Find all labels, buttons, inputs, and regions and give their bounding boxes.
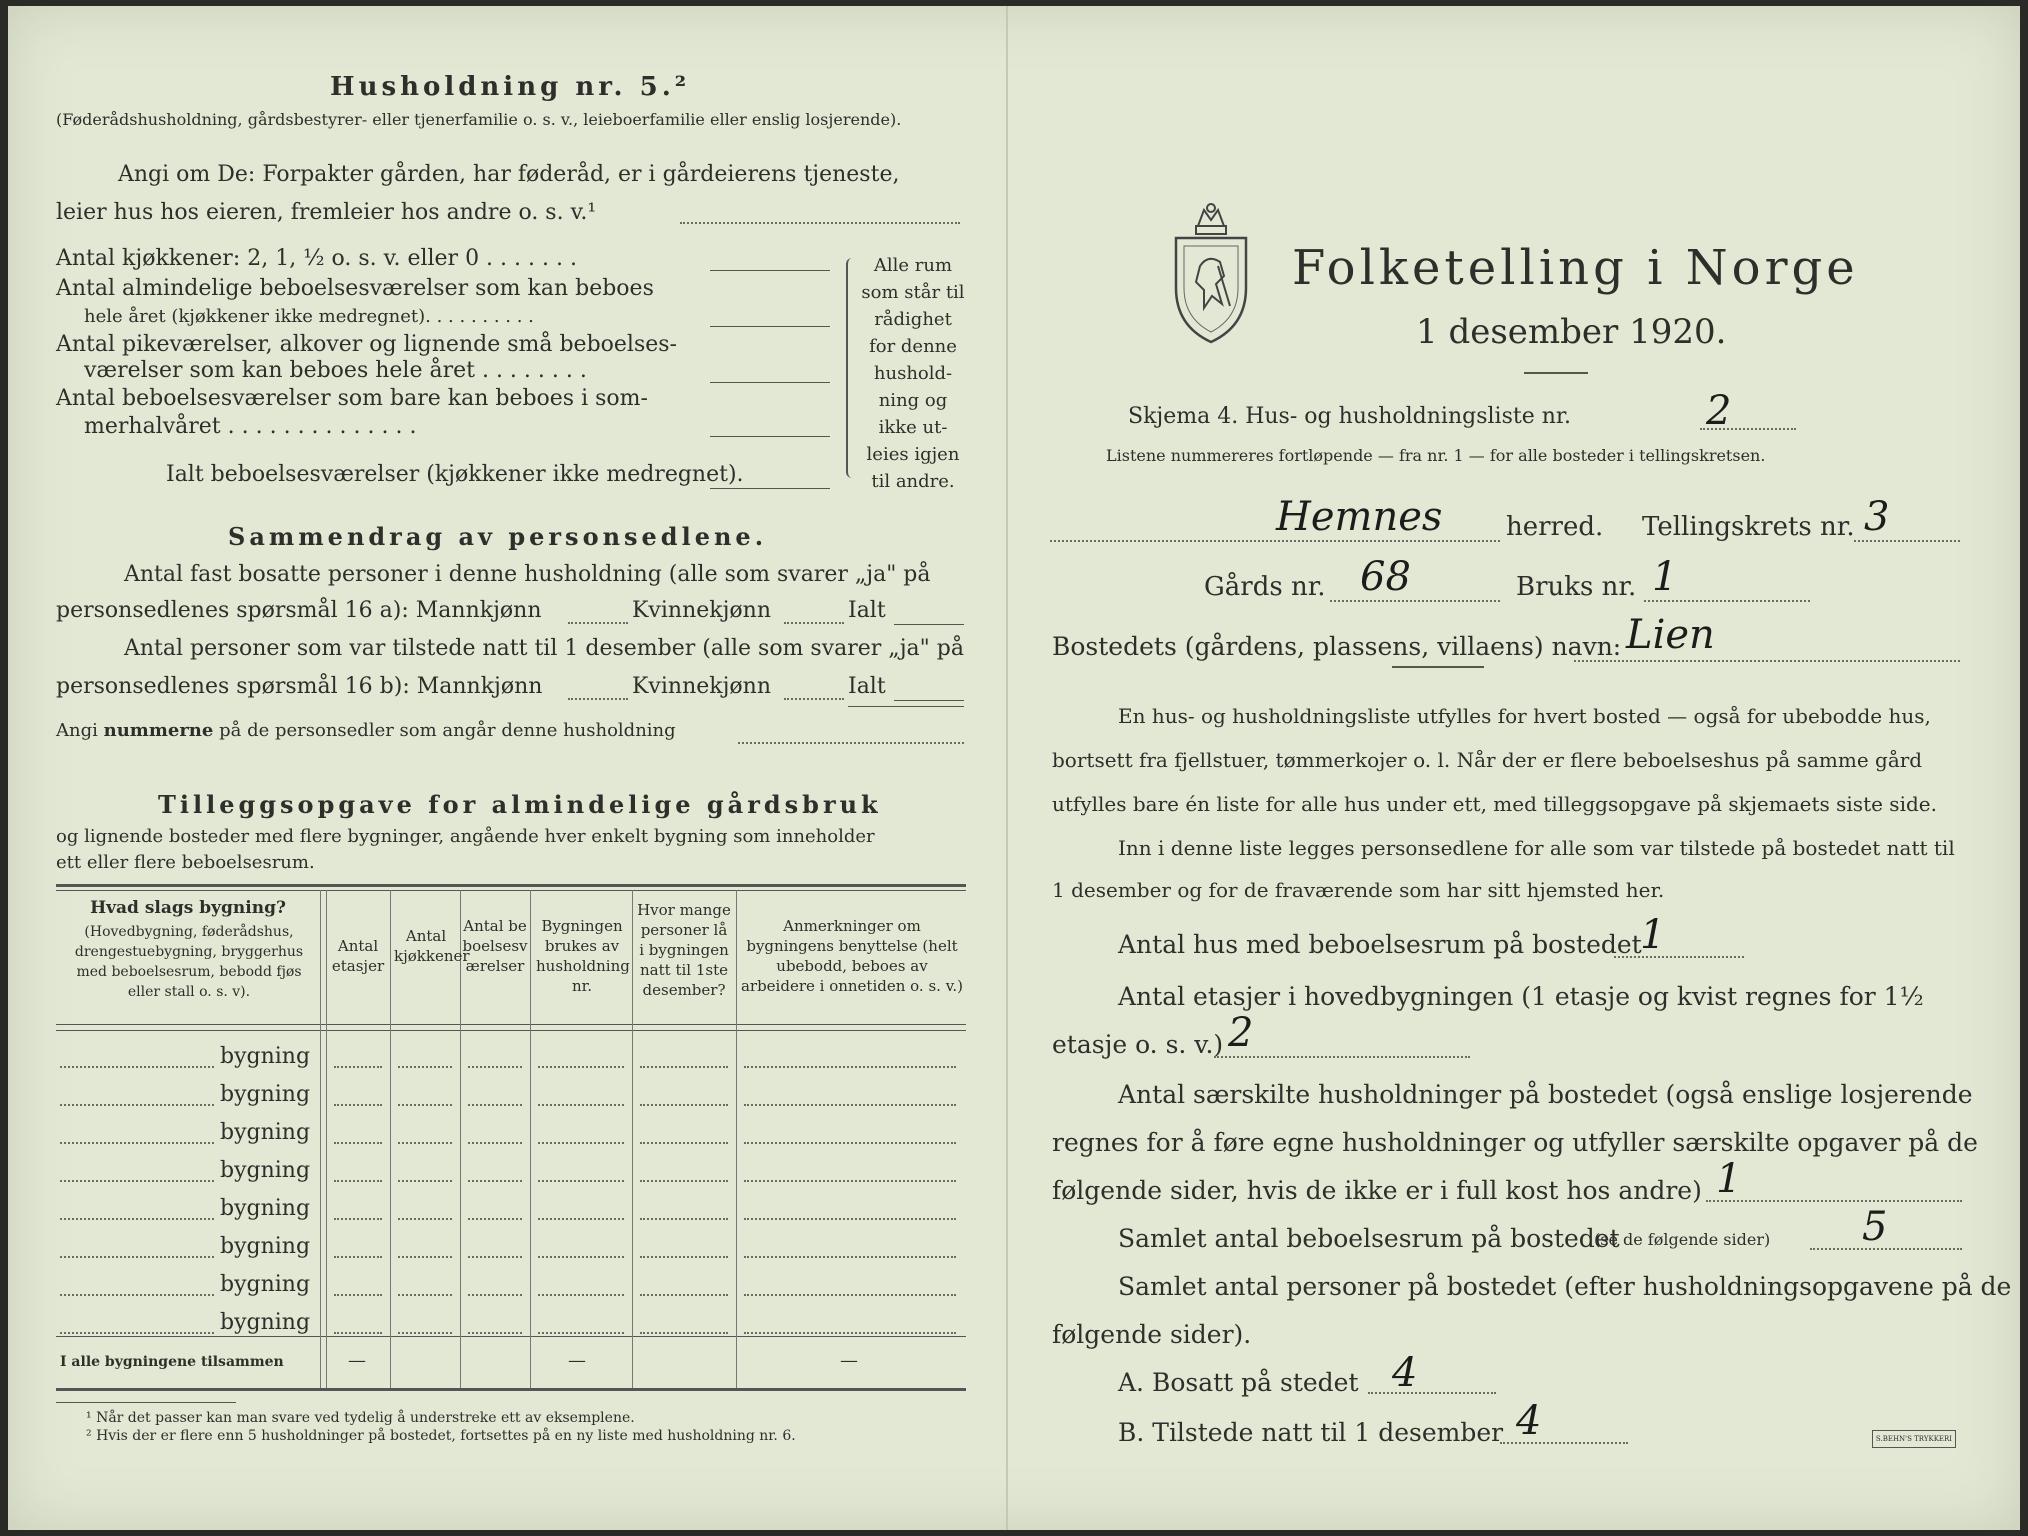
table-cell: [640, 1104, 728, 1106]
ialt-label: Ialt: [848, 598, 886, 623]
row-label: bygning: [220, 1158, 311, 1183]
household-title: Husholdning nr. 5.²: [330, 72, 691, 102]
printer-stamp: S.BEHN'S TRYKKERI: [1872, 1430, 1956, 1448]
table-cell: [468, 1142, 522, 1144]
q-households-value: 1: [1716, 1156, 1742, 1202]
kvinne-label: Kvinnekjønn: [632, 674, 771, 699]
answer-line: [568, 698, 628, 700]
q-households-1: Antal særskilte husholdninger på bostedet (også enslige losjerende: [1118, 1080, 1973, 1109]
footnote-1: ¹ Når det passer kan man svare ved tydelig å understreke ett av eksemplene.: [86, 1410, 635, 1426]
answer-line: [1614, 956, 1744, 958]
q-rooms-2: hele året (kjøkkener ikke medregnet). . . . . . . . . .: [84, 306, 534, 327]
answer-line: [1854, 540, 1960, 542]
side-note-line: hushold-: [873, 363, 953, 384]
side-note-line: som står til: [861, 282, 965, 303]
table-cell: [538, 1294, 624, 1296]
table-cell: [398, 1256, 452, 1258]
col-kitchens: Antal kjøkkener: [394, 927, 470, 965]
q-kitchens: Antal kjøkkener: 2, 1, ½ o. s. v. eller 0 . . . . . . .: [56, 246, 577, 271]
table-cell: [538, 1142, 624, 1144]
col-persons: Hvor mange personer lå i bygningen natt til 1ste desember?: [637, 901, 731, 999]
table-cell: [398, 1180, 452, 1182]
answer-line: [1214, 1056, 1470, 1058]
q-rooms-total-note: (se de følgende sider): [1594, 1230, 1771, 1249]
coat-of-arms-icon: [1168, 196, 1254, 344]
row-label: bygning: [220, 1120, 311, 1145]
table-cell: [744, 1104, 956, 1106]
building-name-field: [60, 1066, 214, 1068]
ialt-label: Ialt: [848, 674, 886, 699]
table-cell: [468, 1256, 522, 1258]
table-cell: [744, 1066, 956, 1068]
q-floors-value: 2: [1228, 1010, 1254, 1056]
answer-line: [738, 742, 964, 744]
table-cell: [334, 1332, 382, 1334]
answer-line: [1644, 600, 1810, 602]
building-name-field: [60, 1294, 214, 1296]
q-persons-1: Samlet antal personer på bostedet (efter husholdningsopgavene på de: [1118, 1272, 2012, 1301]
page-fold: [1006, 6, 1008, 1530]
instruction-3: utfylles bare én liste for alle hus under ett, med tilleggsopgave på skjemaets siste side.: [1052, 792, 1937, 816]
table-cell: [398, 1332, 452, 1334]
a-label: A. Bosatt på stedet: [1118, 1368, 1359, 1397]
table-cell: [398, 1218, 452, 1220]
table-cell: [640, 1332, 728, 1334]
answer-line: [1368, 1392, 1496, 1394]
summary-b-line-1: Antal personer som var tilstede natt til 1 desember (alle som svarer „ja" på: [124, 636, 964, 661]
form-date: 1 desember 1920.: [1416, 312, 1727, 352]
row-label: bygning: [220, 1272, 311, 1297]
instruction-1: En hus- og husholdningsliste utfylles for hvert bosted — også for ubebodde hus,: [1118, 704, 1931, 728]
table-cell: [538, 1180, 624, 1182]
table-cell: [398, 1142, 452, 1144]
answer-line: [710, 270, 830, 271]
herred-label: herred.: [1506, 512, 1604, 542]
side-note: [858, 252, 968, 495]
table-cell: [468, 1104, 522, 1106]
building-name-field: [60, 1218, 214, 1220]
answer-line: [784, 698, 844, 700]
table-cell: [468, 1180, 522, 1182]
row-label: bygning: [220, 1196, 311, 1221]
title-rule: [1524, 372, 1588, 374]
total-dash: —: [348, 1350, 366, 1371]
table-cell: [334, 1256, 382, 1258]
krets-value: 3: [1864, 494, 1890, 540]
answer-line: [710, 488, 830, 489]
brace: [846, 258, 852, 478]
herred-value: Hemnes: [1276, 494, 1443, 540]
answer-line: [710, 436, 830, 437]
angi-line: [56, 720, 676, 741]
side-note-line: for denne: [869, 336, 957, 357]
table-cell: [468, 1332, 522, 1334]
answer-line: [1700, 428, 1796, 430]
summary-b-line-2: personsedlenes spørsmål 16 b): Mannkjønn: [56, 674, 543, 699]
table-cell: [640, 1180, 728, 1182]
building-name-field: [60, 1104, 214, 1106]
table-cell: [334, 1180, 382, 1182]
answer-line: [1706, 1200, 1962, 1202]
table-cell: [744, 1294, 956, 1296]
col-remarks: Anmerkninger om bygningens benyttelse (helt ubebodd, beboes av arbeidere i onnetiden o. s. v.): [740, 917, 964, 995]
answer-line: [568, 622, 628, 624]
total-dash: —: [840, 1350, 858, 1371]
table-cell: [334, 1294, 382, 1296]
intro-line-1: Angi om De: Forpakter gården, har føderåd, er i gårdeierens tjeneste,: [118, 162, 900, 187]
q-total-rooms: Ialt beboelsesværelser (kjøkkener ikke medregnet).: [166, 462, 744, 487]
b-value: 4: [1516, 1398, 1542, 1444]
form-title: Folketelling i Norge: [1292, 240, 1859, 296]
side-note-line: leies igjen: [866, 444, 960, 465]
bruks-label: Bruks nr.: [1516, 572, 1637, 602]
table-cell: [334, 1142, 382, 1144]
q-households-2: regnes for å føre egne husholdninger og utfyller særskilte opgaver på de: [1052, 1128, 1978, 1157]
household-subtitle: (Føderådshusholdning, gårdsbestyrer- eller tjenerfamilie o. s. v., leieboerfamilie eller enslig losjerende).: [56, 110, 902, 129]
summary-title: Sammendrag av personsedlene.: [228, 522, 768, 551]
total-dash: —: [568, 1350, 586, 1371]
row-label: bygning: [220, 1044, 311, 1069]
table-cell: [398, 1104, 452, 1106]
q-houses-value: 1: [1640, 912, 1666, 958]
instruction-4: Inn i denne liste legges personsedlene for alle som var tilstede på bostedet natt til: [1118, 836, 1955, 860]
table-cell: [538, 1256, 624, 1258]
total-label: I alle bygningene tilsammen: [60, 1354, 284, 1370]
table-cell: [334, 1066, 382, 1068]
q-households-3: følgende sider, hvis de ikke er i full kost hos andre): [1052, 1176, 1702, 1205]
footnote-separator: [56, 1402, 236, 1403]
bosted-label: Bostedets (gårdens, plassens, villaens) navn:: [1052, 632, 1622, 661]
answer-line: [784, 622, 844, 624]
instruction-2: bortsett fra fjellstuer, tømmerkojer o. l. Når der er flere beboelseshus på samme gård: [1052, 748, 1923, 772]
b-label: B. Tilstede natt til 1 desember: [1118, 1418, 1504, 1447]
footnote-2: ² Hvis der er flere enn 5 husholdninger på bostedet, fortsettes på en ny liste med husholdning nr. 6.: [86, 1428, 796, 1444]
gards-label: Gårds nr.: [1204, 572, 1326, 602]
supplement-sub-2: ett eller flere beboelsesrum.: [56, 852, 315, 873]
angi-text: Angi: [56, 720, 98, 741]
table-cell: [468, 1294, 522, 1296]
side-note-line: rådighet: [874, 309, 952, 330]
answer-line: [1810, 1248, 1962, 1250]
table-cell: [468, 1066, 522, 1068]
table-cell: [744, 1332, 956, 1334]
q-maid-2: værelser som kan beboes hele året . . . . . . . .: [84, 358, 587, 383]
q-summer-1: Antal beboelsesværelser som bare kan beboes i som-: [56, 386, 648, 411]
krets-label: Tellingskrets nr.: [1642, 512, 1855, 542]
building-name-field: [60, 1256, 214, 1258]
villaens-underline: [1392, 666, 1484, 668]
table-cell: [334, 1218, 382, 1220]
side-note-line: ikke ut-: [878, 417, 948, 438]
table-cell: [640, 1256, 728, 1258]
col-rooms: Antal beboelsesværelser: [462, 917, 528, 975]
q-rooms-1: Antal almindelige beboelsesværelser som kan beboes: [56, 276, 654, 301]
table-cell: [398, 1066, 452, 1068]
summary-a-line-2: personsedlenes spørsmål 16 a): Mannkjønn: [56, 598, 542, 623]
q-persons-2: følgende sider).: [1052, 1320, 1252, 1349]
col-floors: Antal etasjer: [331, 937, 385, 975]
table-cell: [744, 1218, 956, 1220]
angi-bold-text: nummerne: [103, 720, 214, 741]
gards-value: 68: [1360, 554, 1411, 600]
q-houses: Antal hus med beboelsesrum på bostedet: [1118, 930, 1642, 959]
answer-line: [710, 326, 830, 327]
q-floors-1: Antal etasjer i hovedbygningen (1 etasje og kvist regnes for 1½: [1118, 982, 1924, 1011]
answer-line: [1500, 1442, 1628, 1444]
table-cell: [538, 1332, 624, 1334]
building-name-field: [60, 1180, 214, 1182]
kvinne-label: Kvinnekjønn: [632, 598, 771, 623]
building-name-field: [60, 1332, 214, 1334]
building-name-field: [60, 1142, 214, 1144]
schema-value: 2: [1706, 388, 1732, 434]
answer-line: [1574, 660, 1960, 662]
table-cell: [744, 1142, 956, 1144]
row-label: bygning: [220, 1234, 311, 1259]
table-cell: [640, 1066, 728, 1068]
q-maid-1: Antal pikeværelser, alkover og lignende små beboelses-: [56, 332, 677, 357]
bruks-value: 1: [1652, 554, 1678, 600]
q-floors-2: etasje o. s. v.): [1052, 1030, 1224, 1059]
table-cell: [640, 1218, 728, 1220]
supplement-sub-1: og lignende bosteder med flere bygninger, angående hver enkelt bygning som inneholder: [56, 826, 875, 847]
col-building-desc: (Hovedbygning, føderådshus, drengestuebygning, bryggerhus med beboelsesrum, bebodd fjøs eller stall o. s. v).: [74, 924, 304, 1000]
answer-double-line: [848, 706, 964, 707]
col-used-by: Bygningen brukes av husholdning nr.: [536, 917, 630, 995]
side-note-line: til andre.: [871, 471, 955, 492]
col-building-title: Hvad slags bygning?: [90, 898, 286, 918]
table-cell: [538, 1066, 624, 1068]
list-note: Listene nummereres fortløpende — fra nr. 1 — for alle bosteder i tellingskretsen.: [1106, 446, 1766, 465]
answer-line: [1330, 600, 1500, 602]
a-value: 4: [1392, 1350, 1418, 1396]
table-cell: [744, 1180, 956, 1182]
answer-line: [1050, 540, 1500, 542]
table-cell: [744, 1256, 956, 1258]
q-summer-2: merhalvåret . . . . . . . . . . . . . .: [84, 414, 417, 439]
table-cell: [640, 1294, 728, 1296]
answer-line: [680, 222, 960, 224]
instruction-5: 1 desember og for de fraværende som har sitt hjemsted her.: [1052, 878, 1665, 902]
answer-line: [894, 624, 964, 625]
answer-line: [894, 700, 964, 701]
bosted-value: Lien: [1626, 612, 1715, 658]
table-cell: [468, 1218, 522, 1220]
side-note-line: ning og: [878, 390, 948, 411]
row-label: bygning: [220, 1310, 311, 1335]
schema-label: Skjema 4. Hus- og husholdningsliste nr.: [1128, 404, 1571, 429]
table-cell: [398, 1294, 452, 1296]
table-cell: [538, 1218, 624, 1220]
q-rooms-total: Samlet antal beboelsesrum på bostedet: [1118, 1224, 1620, 1253]
table-cell: [640, 1142, 728, 1144]
angi-text: på de personsedler som angår denne husholdning: [219, 720, 676, 741]
q-rooms-total-value: 5: [1862, 1204, 1888, 1250]
row-label: bygning: [220, 1082, 311, 1107]
answer-line: [710, 382, 830, 383]
table-cell: [538, 1104, 624, 1106]
summary-a-line-1: Antal fast bosatte personer i denne husholdning (alle som svarer „ja" på: [124, 562, 931, 587]
supplement-title: Tilleggsopgave for almindelige gårdsbruk: [158, 790, 882, 819]
intro-line-2: leier hus hos eieren, fremleier hos andre o. s. v.¹: [56, 200, 597, 225]
table-cell: [334, 1104, 382, 1106]
side-note-line: Alle rum: [873, 255, 953, 276]
